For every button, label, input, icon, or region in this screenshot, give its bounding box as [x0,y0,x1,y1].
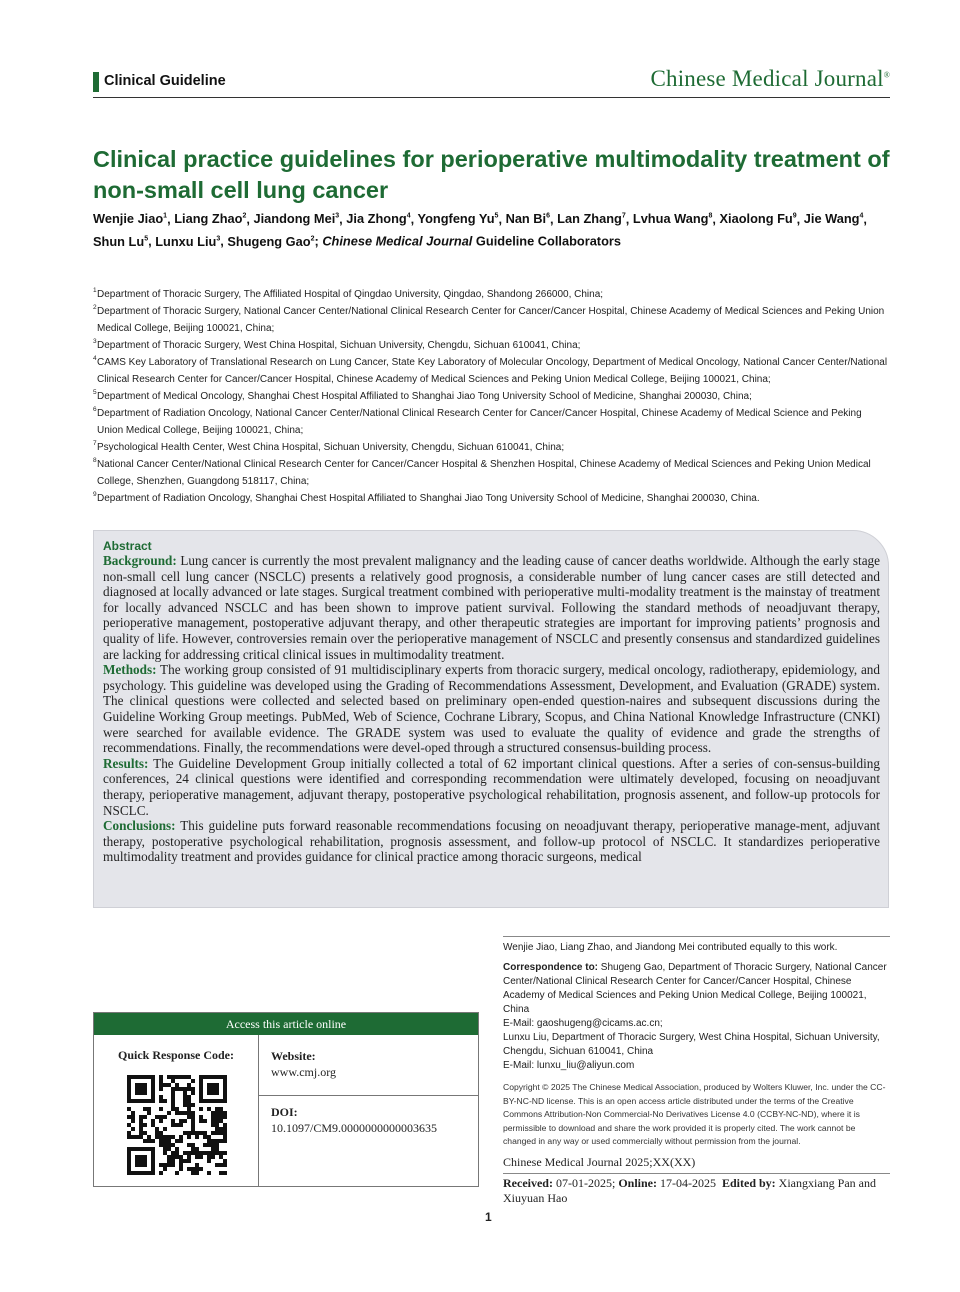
qr-panel [94,1035,259,1186]
email-link[interactable]: E-Mail: gaoshugeng@cicams.ac.cn; [503,1018,663,1029]
website-label: Website: [271,1049,316,1063]
collaborators: Chinese Medical Journal Guideline Collaborators [322,233,621,249]
abstract-section: Background: Lung cancer is currently the most prevalent malignancy and the leading cause of cancer deaths worldwide. Although the early stage non-small cell lung cancer (NSCLC) presents a relatively good prognosis, a considerable number of lung cancer cases are still detected and diagnosed at locally advanced or late stages. Surgical treatment combined with perioperative multi-modality treatment is the mainstay of treatment for locally advanced NSCLC and has been shown to improve patient survival. Following the standard methods of neoadjuvant therapy, perioperative management, postoperative adjuvant therapy, and other therapeutic strategies are important for improving patients’ prognosis and quality of life. However, controversies remain over the perioperative management of NSCLC and presently consensus and standardized guidelines are lacking for addressing critical clinical issues in multimodality treatment. [103,553,880,662]
section-label: Clinical Guideline [104,73,226,89]
affiliation: 1 Department of Thoracic Surgery, The Affiliated Hospital of Qingdao University, Qingdao, Shandong 266000, China; [93,287,604,300]
email-link[interactable]: E-Mail: lunxu_liu@aliyun.com [503,1060,635,1071]
affiliation: 7 Psychological Health Center, West China Hospital, Sichuan University, Chengdu, Sichuan 610041, China; [93,440,565,453]
page-number: 1 [485,1210,492,1224]
article-notes [503,936,890,1206]
abstract-section: Results: The Guideline Development Group initially collected a total of 62 important clinical questions. After a series of con-sensus-building conferences, 24 clinical questions were identified and corresponding recommendation were ultimately developed, focusing on neoadjuvant therapy, perioperative management, adjuvant therapy, postoperative psychological rehabilitation, prognosis assenent, and follow-up protocols for NSCLC. [103,755,880,818]
affiliation: 3 Department of Thoracic Surgery, West China Hospital, Sichuan University, Chengdu, Sichuan 610041, China; [93,338,581,351]
access-box [93,1012,479,1187]
equal-contribution-note: Wenjie Jiao, Liang Zhao, and Jiandong Mei contributed equally to this work. [503,942,838,953]
affiliations [93,286,888,507]
affiliation: 5 Department of Medical Oncology, Shanghai Chest Hospital Affiliated to Shanghai Jiao Tong University School of Medicine, Shanghai 200030, China; [93,389,752,402]
website-link[interactable]: www.cmj.org [271,1065,336,1079]
affiliation: 4 CAMS Key Laboratory of Translational Research on Lung Cancer, State Key Laboratory of Molecular Oncology, Department of Medical Oncology, National Cancer Center/National Clinical Research Center for Cancer/Cancer Hospital, Chinese Academy of Medical Sciences and Peking Union Medical College, Beijing 100021, China; [93,355,888,385]
author-name: Shun Lu$^5$ [93,233,149,249]
qr-label: Quick Response Code: [117,1048,234,1062]
abstract-section: Methods: The working group consisted of 91 multidisciplinary experts from thoracic surgery, medical oncology, radiotherapy, epidemiology, and psychology. This guideline was developed using the Grading of Recommendations Assessment, Development, and Evaluation (GRADE) system. The clinical questions were collected and selected based on preliminary open-ended question-naires and subsequent discussions during the Guideline Working Group meetings. PubMed, Web of Science, Cochrane Library, Scopus, and China National Knowledge Infrastructure (CNKI) were searched for available evidence. The GRADE system was used to evaluate the quality of evidence and grade the strengths of recommendations. Finally, the recommendations were devel-oped through a structured consensus-building process. [103,662,880,756]
abstract-heading: Abstract [103,539,152,553]
section-marker [93,72,99,92]
dates-and-editors: Received: 07-01-2025; Online: 17-04-2025 Edited by: Xiangxiang Pan and Xiuyuan Hao [503,1175,876,1205]
author-name: Jia Zhong$^4$ [346,211,411,227]
affiliation: 2 Department of Thoracic Surgery, National Cancer Center/National Clinical Research Center for Cancer/Cancer Hospital, Chinese Academy of Medical Sciences and Peking Union Medical College, Beijing 100021, China; [93,304,885,334]
author-name: Xiaolong Fu$^9$ [719,211,797,227]
author-name: Lunxu Liu$^3$ [155,233,221,249]
qr-code-icon[interactable] [127,1075,227,1175]
author-name: Wenjie Jiao$^1$ [93,211,168,227]
abstract-section: Conclusions: This guideline puts forward reasonable recommendations focusing on neoadjuvant therapy, perioperative manage-ment, adjuvant therapy, postoperative psychological rehabilitation, prognosis assessment, and follow-up protocol of NSCLC. It standardizes perioperative multimodality treatment and provides guidance for clinical practice among thoracic surgeons, medical [103,818,880,865]
article-title: Clinical practice guidelines for perioperative multimodality treatment of non-small cell lung cancer [93,146,890,203]
author-name: Jiandong Mei$^3$ [253,211,340,227]
author-name: Lvhua Wang$^8$ [632,211,713,227]
author-name: Yongfeng Yu$^5$ [417,211,499,227]
citation: Chinese Medical Journal 2025;XX(XX) [503,1155,890,1174]
doi-link[interactable]: 10.1097/CM9.0000000000003635 [271,1121,438,1135]
doi-label: DOI: [271,1105,298,1119]
abstract-body [103,553,880,865]
correspondence: Correspondence to: Shugeng Gao, Department of Thoracic Surgery, National Cancer Center/National Clinical Research Center for Cancer/Cancer Hospital, Chinese Academy of Medical Sciences and Peking Union Medical College, Beijing 100021, China E-Mail: gaoshugeng@cicams.ac.cn; Lunxu Liu, Department of Thoracic Surgery, West China Hospital, Sichuan University, Chengdu, Sichuan 610041, China E-Mail: lunxu_liu@aliyun.com [503,961,890,1073]
affiliation: 9 Department of Radiation Oncology, Shanghai Chest Hospital Affiliated to Shanghai Jiao Tong University School of Medicine, Shanghai 200030, China. [93,491,760,504]
author-name: Jie Wang$^4$ [803,211,864,227]
divider [259,1095,478,1096]
abstract-box [93,530,889,908]
author-name: Liang Zhao$^2$ [174,211,247,227]
copyright-notice: Copyright © 2025 The Chinese Medical Association, produced by Wolters Kluwer, Inc. under the CC-BY-NC-ND license. This is an open access article distributed under the terms of the Creative Commons Attribution-Non Commercial-No Derivatives License 4.0 (CCBY-NC-ND), where it is permissible to download and share the work provided it is properly cited. The work cannot be changed in any way or used commercially without permission from the journal. [503,1082,886,1146]
journal-logo: Chinese Medical Journal® [650,66,890,91]
author-name: Lan Zhang$^7$ [557,211,626,227]
author-list: Wenjie Jiao$^1$, Liang Zhao$^2$, Jiandong Mei$^3$, Jia Zhong$^4$, Yongfeng Yu$^5$, Nan Bi$^6$, Lan Zhang$^7$, Lvhua Wang$^8$, Xiaolong Fu$^9$, Jie Wang$^4$, Shun Lu$^5$, Lunxu Liu$^3$, Shugeng Gao$^2$; Chinese Medical Journal Guideline Collaborators [93,211,867,249]
affiliation: 6 Department of Radiation Oncology, National Cancer Center/National Clinical Research Center for Cancer/Cancer Hospital, Chinese Academy of Medical Science and Peking Union Medical College, Beijing 100021, China; [93,406,862,436]
author-name: Shugeng Gao$^2$ [227,233,315,249]
link-panel [259,1035,478,1186]
access-bar: Access this article online [94,1013,478,1035]
author-name: Nan Bi$^6$ [505,211,551,227]
affiliation: 8 National Cancer Center/National Clinical Research Center for Cancer/Cancer Hospital & Shenzhen Hospital, Chinese Academy of Medical Sciences and Peking Union Medical College, Shenzhen, Guangdong 518117, China; [93,457,871,487]
page-header [93,66,890,98]
